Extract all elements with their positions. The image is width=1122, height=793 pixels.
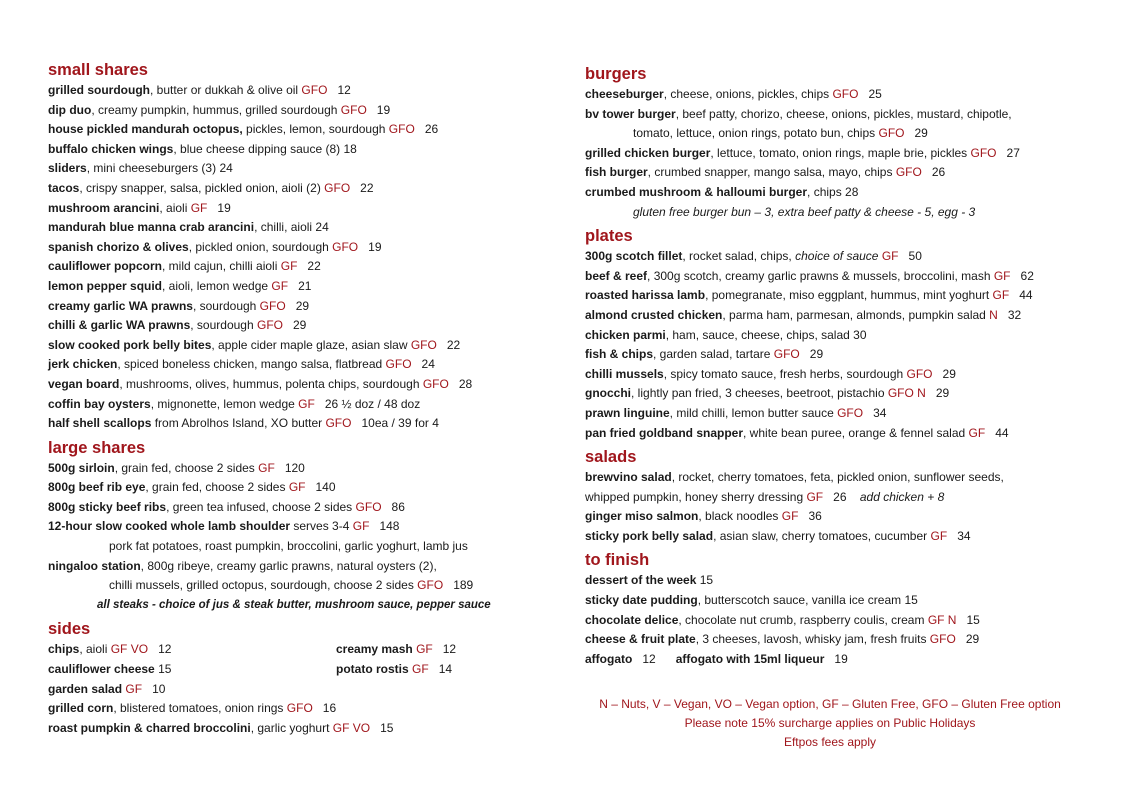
item-desc: , 300g scotch, creamy garlic prawns & mussels, broccolini, mash [647,268,994,283]
item-name: buffalo chicken wings [48,141,174,156]
item-name: chocolate delice [585,612,679,627]
item-desc: , black noodles [698,509,782,524]
item-desc: , spicy tomato sauce, fresh herbs, sourdough [663,366,907,381]
item-desc: , parma ham, parmesan, almonds, pumpkin salad [722,307,990,322]
item-price: 19 [368,239,382,254]
item-desc: pickles, lemon, sourdough [242,122,389,137]
item-tag: GF [190,200,208,215]
item-price: 10 [152,681,166,696]
item-name: fish burger [585,165,648,180]
item-tag: GF N [927,612,957,627]
item-desc: , mild cajun, chilli aioli [162,259,281,274]
item-desc: , crispy snapper, salsa, pickled onion, aioli (2) [79,180,325,195]
item-name: tacos [48,180,80,195]
item-price: 19 [376,102,391,117]
item-desc: , mild chilli, lemon butter sauce [669,405,838,420]
eftpos-note: Eftpos fees apply [783,735,877,749]
item-name: crumbed mushroom & halloumi burger [585,184,808,199]
menu-item [48,355,548,375]
item-name: ginger miso salmon [585,509,699,524]
item-name: roasted harissa lamb [585,288,706,303]
item-price: 34 [957,528,971,543]
item-tag: GF [781,509,799,524]
item-tag: GFO [895,165,922,180]
item-name: affogato [585,651,633,666]
menu-item [585,384,1085,404]
item-name: 800g beef rib eye [48,480,146,495]
menu-item-creamy-mash [336,640,456,660]
menu-item [48,257,548,277]
item-desc: , blistered tomatoes, onion rings [113,701,287,716]
item-desc: from Abrolhos Island, XO butter [151,416,326,431]
burgers-list [585,85,1085,124]
menu-item [585,85,1085,105]
item-tag: GFO [878,126,905,141]
menu-item [48,140,548,160]
menu-item-potato-rostis [336,660,452,680]
item-price: 140 [315,480,336,495]
item-desc: , blue cheese dipping sauce (8) [173,141,344,156]
note-text: gluten free burger bun – 3, extra beef patty & cheese - 5, egg - 3 [633,204,976,219]
item-name: slow cooked pork belly bites [48,337,212,352]
item-price: 29 [942,366,956,381]
item-price: 15 [904,593,918,608]
menu-item [585,163,1085,183]
item-price: 44 [995,425,1009,440]
item-price: 29 [809,347,824,362]
left-column [48,60,548,738]
item-desc: , pomegranate, miso eggplant, hummus, mint yoghurt [705,288,993,303]
lamb-shoulder-continued: pork fat potatoes, roast pumpkin, broccolini, garlic yoghurt, lamb jus [109,539,468,554]
item-price: 12 [642,651,656,666]
item-price: 24 [421,357,435,372]
sides-row-2 [48,660,548,680]
item-desc: , chips [807,184,846,199]
item-desc: , spiced boneless chicken, mango salsa, flatbread [117,357,386,372]
item-name: spanish chorizo & olives [48,239,189,254]
item-desc: , rocket salad, chips, [682,249,796,264]
menu-item [48,395,548,415]
menu-item [48,498,548,518]
item-name: grilled corn [48,701,114,716]
dietary-legend: N – Nuts, V – Vegan, VO – Vegan option, GF – Gluten Free, GFO – Gluten Free option [599,697,1061,711]
menu-item [585,144,1085,164]
item-name: 300g scotch fillet [585,249,683,264]
item-name: fish & chips [585,347,654,362]
item-name: roast pumpkin & charred broccolini [48,720,251,735]
item-desc: serves 3-4 [290,519,353,534]
menu-item [48,81,548,101]
item-tag: GF [271,278,289,293]
burger-extras-note [585,203,1085,223]
ningaloo-continued [48,576,548,596]
section-title-to-finish: to finish [585,551,650,570]
item-name: chilli & garlic WA prawns [48,318,191,333]
menu-item [585,105,1085,125]
item-tag: GFO [259,298,286,313]
menu-item [585,267,1085,287]
item-name: 800g sticky beef ribs [48,499,167,514]
item-desc: , cheese, onions, pickles, chips [663,87,833,101]
item-name: dip duo [48,102,92,117]
item-name: pan fried goldband snapper [585,425,744,440]
item-name: sticky pork belly salad [585,528,714,543]
item-name: affogato with 15ml liqueur [675,651,825,666]
item-tag: GF [992,288,1010,303]
menu-item [48,101,548,121]
menu-item [48,375,548,395]
item-name: cheese & fruit plate [585,632,696,647]
menu-item [48,199,548,219]
item-price: 12 [337,83,351,97]
item-price: 29 [935,386,950,401]
section-title-large-shares: large shares [48,438,146,457]
item-tag: N [989,307,998,322]
small-shares-list [48,81,548,434]
item-desc: , chocolate nut crumb, raspberry coulis, cream [678,612,928,627]
item-price: 29 [295,298,310,313]
menu-item-roast-pumpkin [48,719,548,739]
brewvino-salad-continued [585,488,1085,508]
item-price: 25 [868,87,882,101]
item-price: 28 [458,376,473,391]
menu-item [585,183,1085,203]
item-tag: GFO [417,578,444,593]
item-desc: whipped pumpkin, honey sherry dressing [585,489,807,504]
item-tag: GFO [388,122,415,137]
item-name: lemon pepper squid [48,278,163,293]
menu-item [48,297,548,317]
item-price: 26 ½ doz / 48 doz [324,396,421,411]
item-price: 34 [873,405,887,420]
item-name: potato rostis [336,662,409,677]
menu-item [48,179,548,199]
item-desc: , aioli [159,200,191,215]
item-desc: , apple cider maple glaze, asian slaw [211,337,411,352]
item-tag: GFO [422,376,449,391]
item-tag: GF [881,249,899,264]
item-name: bv tower burger [585,106,676,121]
item-name: mushroom arancini [48,200,160,215]
item-desc: , mushrooms, olives, hummus, polenta chips, sourdough [119,376,423,391]
item-tag: GF [125,681,143,696]
item-tag: GFO [929,632,956,647]
item-tag: GFO [324,180,351,195]
item-desc: , pickled onion, sourdough [188,239,333,254]
menu-item [585,286,1085,306]
item-price: 36 [808,509,822,524]
item-name: ningaloo station [48,558,141,573]
item-price: 15 [966,612,980,627]
item-price: 18 [343,141,357,156]
item-tag: GF [352,519,370,534]
affogato-row [585,650,1085,670]
item-desc: , ham, sauce, cheese, chips, salad [665,327,854,342]
item-desc: , asian slaw, cherry tomatoes, cucumber [713,528,931,543]
item-name: half shell scallops [48,416,152,431]
item-price: 15 [380,720,394,735]
menu-item [585,326,1085,346]
item-price: 15 [699,573,714,588]
item-desc: , 800g ribeye, creamy garlic prawns, natural oysters (2), [140,558,437,573]
item-price: 22 [360,180,374,195]
item-desc: , aioli [79,642,111,657]
menu-item [48,459,548,479]
item-price: 19 [217,200,231,215]
menu-item [585,611,1085,631]
item-name: 12-hour slow cooked whole lamb shoulder [48,519,291,534]
menu-item-grilled-corn [48,699,548,719]
menu-item [48,159,548,179]
item-price: 24 [315,220,329,235]
item-price: 120 [284,460,305,475]
item-price: 16 [322,701,337,716]
item-tag: GFO [906,366,933,381]
item-desc: , green tea infused, choose 2 sides [166,499,356,514]
item-desc: tomato, lettuce, onion rings, potato bun, chips [633,126,879,141]
item-name: cauliflower cheese [48,662,155,677]
item-tag: GFO [340,102,367,117]
item-name: cauliflower popcorn [48,259,163,274]
item-tag: GF [930,528,948,543]
item-price: 29 [293,318,307,333]
item-tag: GF [806,489,824,504]
menu-item [585,527,1085,547]
item-price: 12 [442,642,457,657]
item-tag: GFO [256,318,283,333]
item-tag: GF [412,662,429,677]
item-tag: GFO N [887,386,926,401]
item-name: chicken parmi [585,327,666,342]
item-name: chips [48,642,80,657]
bv-tower-continued [585,124,1085,144]
item-name: house pickled mandurah octopus, [48,122,243,137]
item-name: chilli mussels [585,366,664,381]
item-price: 27 [1006,145,1020,160]
menu-item [585,591,1085,611]
item-tag: GF [288,480,306,495]
item-desc: , sourdough [190,318,257,333]
item-name: coffin bay oysters [48,396,151,411]
item-price: 44 [1019,288,1033,303]
item-name: jerk chicken [48,357,118,372]
item-desc: , mignonette, lemon wedge [150,396,299,411]
section-title-sides: sides [48,620,91,639]
plates-list [585,267,1085,443]
menu-footer [585,695,1075,752]
item-desc: , lightly pan fried, 3 cheeses, beetroot, pistachio [631,386,888,401]
item-tag: GFO [332,239,359,254]
item-desc: , grain fed, choose 2 sides [145,480,289,495]
section-title-plates: plates [585,227,633,246]
item-price: 148 [379,519,400,534]
item-price: 86 [391,499,405,514]
item-name: mandurah blue manna crab arancini [48,220,255,235]
item-price: 14 [438,662,453,677]
menu-item [585,630,1085,650]
item-desc: chilli mussels, grilled octopus, sourdough, choose 2 sides [109,578,418,593]
menu-item [48,336,548,356]
item-tag: GF VO [110,642,149,657]
salads-list [585,507,1085,546]
item-price: 29 [965,632,980,647]
item-tag: GF [968,425,986,440]
item-italic: choice of sauce [795,249,879,264]
item-price: 15 [158,662,172,677]
menu-item [48,517,548,537]
section-title-small-shares: small shares [48,61,148,79]
menu-item-garden-salad [48,680,548,700]
item-name: sticky date pudding [585,593,698,608]
item-price: 24 [219,161,233,176]
item-tag: GFO [325,416,352,431]
item-name: sliders [48,161,87,176]
item-name: almond crusted chicken [585,307,723,322]
surcharge-note: Please note 15% surcharge applies on Public Holidays [684,716,976,730]
item-name: vegan board [48,376,120,391]
item-desc: , chilli, aioli [254,220,316,235]
item-price: 26 [424,122,439,137]
item-tag: GF VO [332,720,371,735]
item-name: prawn linguine [585,405,670,420]
menu-item [48,414,548,434]
item-tag: GF [993,268,1011,283]
item-name: dessert of the week [585,573,697,588]
menu-item [585,507,1085,527]
item-price: 189 [453,578,474,593]
section-title-salads: salads [585,448,637,467]
item-name: grilled sourdough [48,83,150,97]
steaks-note: all steaks - choice of jus & steak butter, mushroom sauce, pepper sauce [97,598,491,611]
menu-item-chips [48,640,548,660]
item-tag: GF [280,259,298,274]
menu-item [585,306,1085,326]
item-price: 32 [1007,307,1022,322]
item-desc: , crumbed snapper, mango salsa, mayo, chips [647,165,896,180]
item-desc: , creamy pumpkin, hummus, grilled sourdough [91,102,341,117]
item-price: 22 [307,259,321,274]
menu-item [48,238,548,258]
item-tag: GFO [832,87,859,101]
sides-row-1 [48,640,548,660]
item-desc: , aioli, lemon wedge [162,278,272,293]
to-finish-list [585,571,1085,649]
menu-item [585,365,1085,385]
item-price: 10ea / 39 for 4 [361,416,439,431]
item-desc: , white bean puree, orange & fennel salad [743,425,969,440]
large-shares-list [48,459,548,537]
item-price: 29 [914,126,928,141]
item-tag: GFO [773,347,800,362]
item-name: grilled chicken burger [585,145,711,160]
menu-item [48,277,548,297]
item-name: creamy mash [336,642,413,657]
item-price: 26 [931,165,946,180]
item-desc: , rocket, cherry tomatoes, feta, pickled onion, sunflower seeds, [671,470,1004,485]
item-tag: GFO [286,701,313,716]
item-desc: , lettuce, tomato, onion rings, maple brie, pickles [710,145,971,160]
menu-item [585,571,1085,591]
item-tag: GFO [385,357,412,372]
item-name: 500g sirloin [48,460,115,475]
menu-item-ningaloo [48,557,548,577]
item-tag: GF [258,460,275,475]
menu-item [48,316,548,336]
item-name: creamy garlic WA prawns [48,298,193,313]
item-name: brewvino salad [585,470,672,485]
item-tag: GFO [970,145,997,160]
item-name: beef & reef [585,268,648,283]
item-tag: GF [298,396,315,411]
burgers-list-2 [585,144,1085,203]
menu-item [585,404,1085,424]
right-column [585,64,1085,669]
item-tag: GFO [355,499,382,514]
item-desc: , 3 cheeses, lavosh, whisky jam, fresh fruits [695,632,930,647]
item-price: 30 [853,327,867,342]
item-price: 26 [833,489,847,504]
item-price: 28 [845,184,859,199]
item-tag: GFO [837,405,864,420]
item-desc: , mini cheeseburgers (3) [86,161,220,176]
item-tag: GFO [301,83,328,97]
item-price: 12 [158,642,172,657]
item-price: 62 [1020,268,1034,283]
menu-item [48,218,548,238]
item-desc: , sourdough [192,298,260,313]
menu-item [585,345,1085,365]
item-price: 50 [908,249,922,264]
menu-item [585,424,1085,444]
item-desc: , butterscotch sauce, vanilla ice cream [697,593,905,608]
item-name: cheeseburger [585,87,664,101]
item-price: 19 [834,651,848,666]
item-name: garden salad [48,681,123,696]
menu-item-scotch-fillet [585,247,1085,267]
add-chicken-note: add chicken + 8 [859,489,945,504]
section-title-burgers: burgers [585,65,647,83]
item-name: gnocchi [585,386,632,401]
menu-item-brewvino-salad [585,468,1085,488]
menu-item-cauliflower-cheese [48,660,548,680]
menu-item [48,120,548,140]
menu-item [48,478,548,498]
item-desc: , garlic yoghurt [250,720,333,735]
item-desc: , beef patty, chorizo, cheese, onions, pickles, mustard, chipotle, [675,106,1012,121]
item-tag: GF [416,642,433,657]
item-tag: GFO [410,337,437,352]
item-price: 22 [446,337,461,352]
item-desc: , butter or dukkah & olive oil [150,83,302,97]
item-price: 21 [298,278,312,293]
item-desc: , grain fed, choose 2 sides [114,460,259,475]
item-desc: , garden salad, tartare [653,347,774,362]
